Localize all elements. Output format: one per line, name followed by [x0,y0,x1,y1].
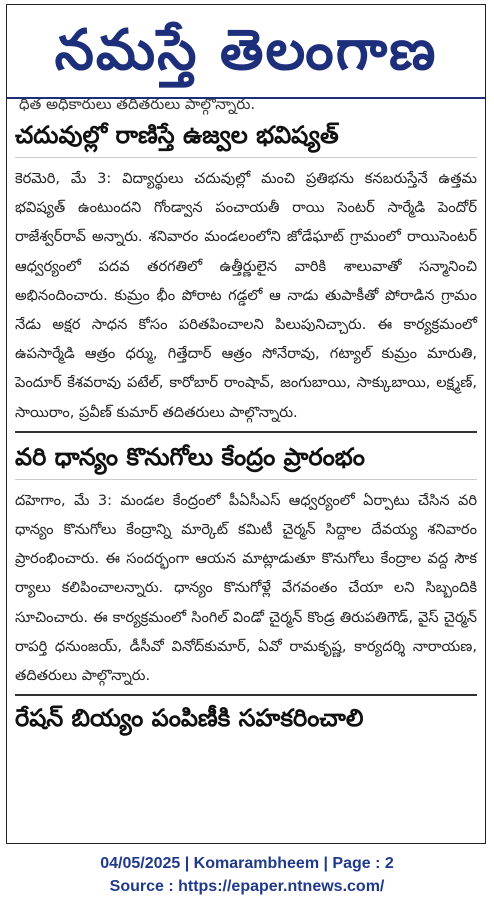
article-2 [15,441,477,690]
article-area [15,95,477,843]
article-divider [15,431,477,433]
article-1 [15,119,477,427]
article-1-headline: చదువుల్లో రాణిస్తే ఉజ్వల భవిష్యత్ [15,119,477,158]
source-link[interactable]: Source : https://epaper.ntnews.com/ [109,878,385,895]
edition-info: 04/05/2025 | Komarambheem | Page : 2 [100,855,394,872]
cut-off-headline-bottom: రేషన్ బియ్యం పంపిణీకి సహకరించాలి [15,704,364,733]
newspaper-clipping [6,4,486,844]
masthead [7,5,485,99]
page-footer [0,852,494,898]
cut-off-text-top: ధిత అధికారులు తదితరులు పాల్గొన్నారు. [19,95,256,113]
article-1-body: కెరమెరి, మే 3: విద్యార్థులు చదువుల్లో మంచి ప్రతిభను కనబరుస్తేనే ఉత్తమ భవిష్యత్ ఉంటుందని గోండ్వాన పంచాయతీ రాయి సెంటర్ సార్మేడి పెందోర్ రాజేశ్వర్‌రావ్ అన్నారు. శనివారం మండలంలోని జోడేఘాట్ గ్రామంలో రాయిసెంటర్ ఆధ్వర్యంలో పదవ తరగతిలో ఉత్తీర్ణులైన వారికి శాలువాతో సన్మానించి అభినందించారు. కుమ్రం భీం పోరాట గడ్డలో ఆ నాడు తుపాకీతో పోరాడిన గ్రామం నేడు అక్షర సాధన కోసం పరితపించాలని పిలుపునిచ్చారు. ఈ కార్యక్రమంలో ఉపసార్మేడి ఆత్రం ధర్ము, గిత్తేదార్ ఆత్రం సోనేరావు, గట్యాల్ కుమ్రం మారుతి, పెందూర్ కేశవరావు పటేల్, కారోబార్ రాంషావ్, జంగుబాయి, సాక్కుబాయి, లక్ష్మణ్, సాయిరాం, ప్రవీణ్ కుమార్ తదితరులు పాల్గొన్నారు. [15,170,477,421]
masthead-title: నమస్తే తెలంగాణ [54,18,438,83]
article-divider [15,694,477,696]
article-2-body: దహెగాం, మే 3: మండల కేంద్రంలో పీఏసీఎస్ ఆధ్వర్యంలో ఏర్పాటు చేసిన వరి ధాన్యం కొనుగోలు కేంద్రాన్ని మార్కెట్ కమిటీ చైర్మన్ సిద్దాల దేవయ్య శనివారం ప్రారంభించారు. ఈ సందర్భంగా ఆయన మాట్లాడుతూ కొనుగోలు కేంద్రాల వద్ద సౌక ర్యాలు కలిపించాలన్నారు. ధాన్యం కొనుగోళ్లే వేగవంతం చేయా లని సిబ్బందికి సూచించారు. ఈ కార్యక్రమంలో సింగిల్ విండో చైర్మన్ కొండ్ర తిరుపతిగౌడ్, వైస్ చైర్మన్ రాపర్తి ధనుంజయ్, డీసీవో వినోద్‌కుమార్, ఏవో రామకృష్ణ, కార్యదర్శి నారాయణ, తదితరులు పాల్గొన్నారు. [15,491,477,685]
article-2-headline: వరి ధాన్యం కొనుగోలు కేంద్రం ప్రారంభం [15,441,477,480]
